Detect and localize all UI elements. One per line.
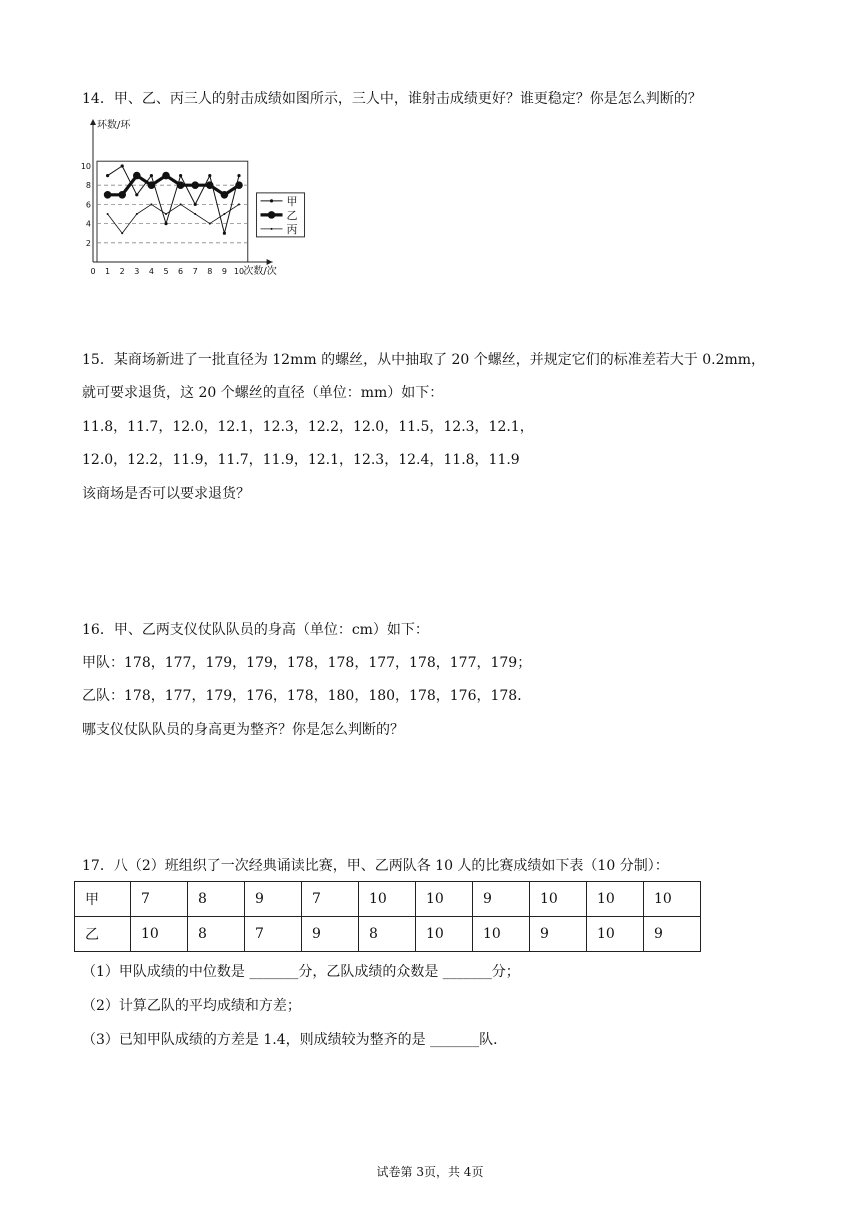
data-point (208, 174, 211, 177)
score-cell: 8 (359, 917, 416, 952)
data-point (107, 213, 109, 215)
legend-marker (270, 199, 273, 202)
data-point (136, 213, 138, 215)
legend-marker (268, 211, 276, 219)
data-point (238, 203, 240, 205)
x-tick-label: 6 (178, 267, 184, 276)
data-point (191, 181, 199, 189)
data-point (221, 191, 229, 199)
team-cell: 甲 (75, 882, 131, 917)
table-row (75, 917, 701, 952)
data-point (165, 213, 167, 215)
data-point (121, 232, 123, 234)
q16-team-jia: 甲队：178，177，179，179，178，178，177，178，177，179； (82, 655, 532, 671)
score-cell: 7 (245, 917, 302, 952)
legend-label: 乙 (286, 208, 298, 222)
y-tick-label: 4 (85, 219, 91, 229)
data-point (121, 164, 124, 167)
score-cell: 10 (416, 917, 473, 952)
score-cell: 10 (473, 917, 530, 952)
data-point (179, 174, 182, 177)
x-tick-label: 10 (233, 267, 245, 276)
legend-marker (271, 228, 273, 230)
y-tick-label: 6 (85, 200, 91, 210)
data-point (177, 181, 185, 189)
shooting-score-chart (82, 115, 312, 275)
q17-sub1: （1）甲队成绩的中位数是 _______分，乙队成绩的众数是 _______分； (82, 964, 520, 980)
score-cell: 9 (644, 917, 701, 952)
score-cell: 9 (473, 882, 530, 917)
legend-label: 丙 (286, 222, 298, 236)
q17-sub2: （2）计算乙队的平均成绩和方差； (82, 998, 301, 1014)
q17-sub3: （3）已知甲队成绩的方差是 1.4，则成绩较为整齐的是 _______队． (82, 1032, 508, 1048)
x-tick-label: 1 (105, 267, 111, 276)
x-tick-label: 2 (119, 267, 125, 276)
series-line (108, 204, 239, 233)
score-cell: 10 (359, 882, 416, 917)
x-tick-label: 8 (207, 267, 213, 276)
q16-team-yi: 乙队：178，177，179，176，178，180，180，178，176，178． (82, 688, 532, 704)
score-cell: 10 (416, 882, 473, 917)
y-tick-label: 2 (85, 238, 91, 248)
x-tick-label: 4 (148, 267, 154, 276)
data-point (148, 181, 156, 189)
x-tick-label: 0 (90, 267, 96, 276)
q15-data-line1: 11.8，11.7，12.0，12.1，12.3，12.2，12.0，11.5，12.3，12.1， (82, 419, 534, 435)
score-cell: 10 (131, 917, 188, 952)
team-cell: 乙 (75, 917, 131, 952)
q17-intro: 17．八（2）班组织了一次经典诵读比赛，甲、乙两队各 10 人的比赛成绩如下表（10 分制）： (82, 858, 669, 874)
score-cell: 10 (587, 882, 644, 917)
score-cell: 7 (302, 882, 359, 917)
data-point (164, 222, 167, 225)
data-point (235, 181, 243, 189)
x-axis-label: 次数/次 (243, 266, 277, 277)
score-cell: 8 (188, 882, 245, 917)
data-point (118, 191, 126, 199)
q15-line2: 就可要求退货，这 20 个螺丝的直径（单位：mm）如下： (82, 385, 444, 401)
data-point (237, 174, 240, 177)
data-point (150, 174, 153, 177)
data-point (223, 232, 226, 235)
q17-score-table (74, 881, 701, 952)
score-cell: 7 (131, 882, 188, 917)
data-point (180, 203, 182, 205)
data-point (135, 193, 138, 196)
x-tick-label: 3 (134, 267, 140, 276)
data-point (106, 174, 109, 177)
series-line (108, 166, 239, 233)
score-cell: 8 (188, 917, 245, 952)
y-axis-label: 环数/环 (97, 120, 131, 131)
x-tick-label: 5 (163, 267, 169, 276)
score-cell: 9 (245, 882, 302, 917)
x-axis-arrow (267, 259, 273, 265)
y-tick-label: 10 (80, 162, 91, 171)
legend-label: 甲 (286, 194, 298, 208)
plot-frame (97, 161, 248, 262)
page-footer: 试卷第 3页，共 4页 (376, 1165, 484, 1179)
x-tick-label: 7 (192, 267, 198, 276)
score-cell: 10 (587, 917, 644, 952)
score-cell: 10 (644, 882, 701, 917)
data-point (162, 172, 170, 180)
q15-question: 该商场是否可以要求退货？ (82, 486, 250, 502)
data-point (206, 181, 214, 189)
data-point (150, 203, 152, 205)
q14-text: 14．甲、乙、丙三人的射击成绩如图所示，三人中，谁射击成绩更好？谁更稳定？你是怎么判断的？ (82, 91, 702, 107)
q15-line1: 15．某商场新进了一批直径为 12mm 的螺丝，从中抽取了 20 个螺丝，并规定它们的标准差若大于 0.2mm， (82, 352, 766, 368)
data-point (133, 172, 141, 180)
y-axis-arrow (90, 119, 96, 125)
data-point (104, 191, 112, 199)
y-tick-label: 8 (85, 181, 91, 191)
table-row (75, 882, 701, 917)
score-cell: 9 (302, 917, 359, 952)
score-cell: 9 (530, 917, 587, 952)
q16-line1: 16．甲、乙两支仪仗队队员的身高（单位：cm）如下： (82, 622, 429, 638)
data-point (194, 203, 197, 206)
q15-data-line2: 12.0，12.2，11.9，11.7，11.9，12.1，12.3，12.4，11.8，11.9 (82, 452, 520, 468)
data-point (209, 223, 211, 225)
data-point (223, 213, 225, 215)
data-point (194, 213, 196, 215)
q16-question: 哪支仪仗队队员的身高更为整齐？你是怎么判断的？ (82, 722, 404, 738)
score-cell: 10 (530, 882, 587, 917)
x-tick-label: 9 (221, 267, 227, 276)
